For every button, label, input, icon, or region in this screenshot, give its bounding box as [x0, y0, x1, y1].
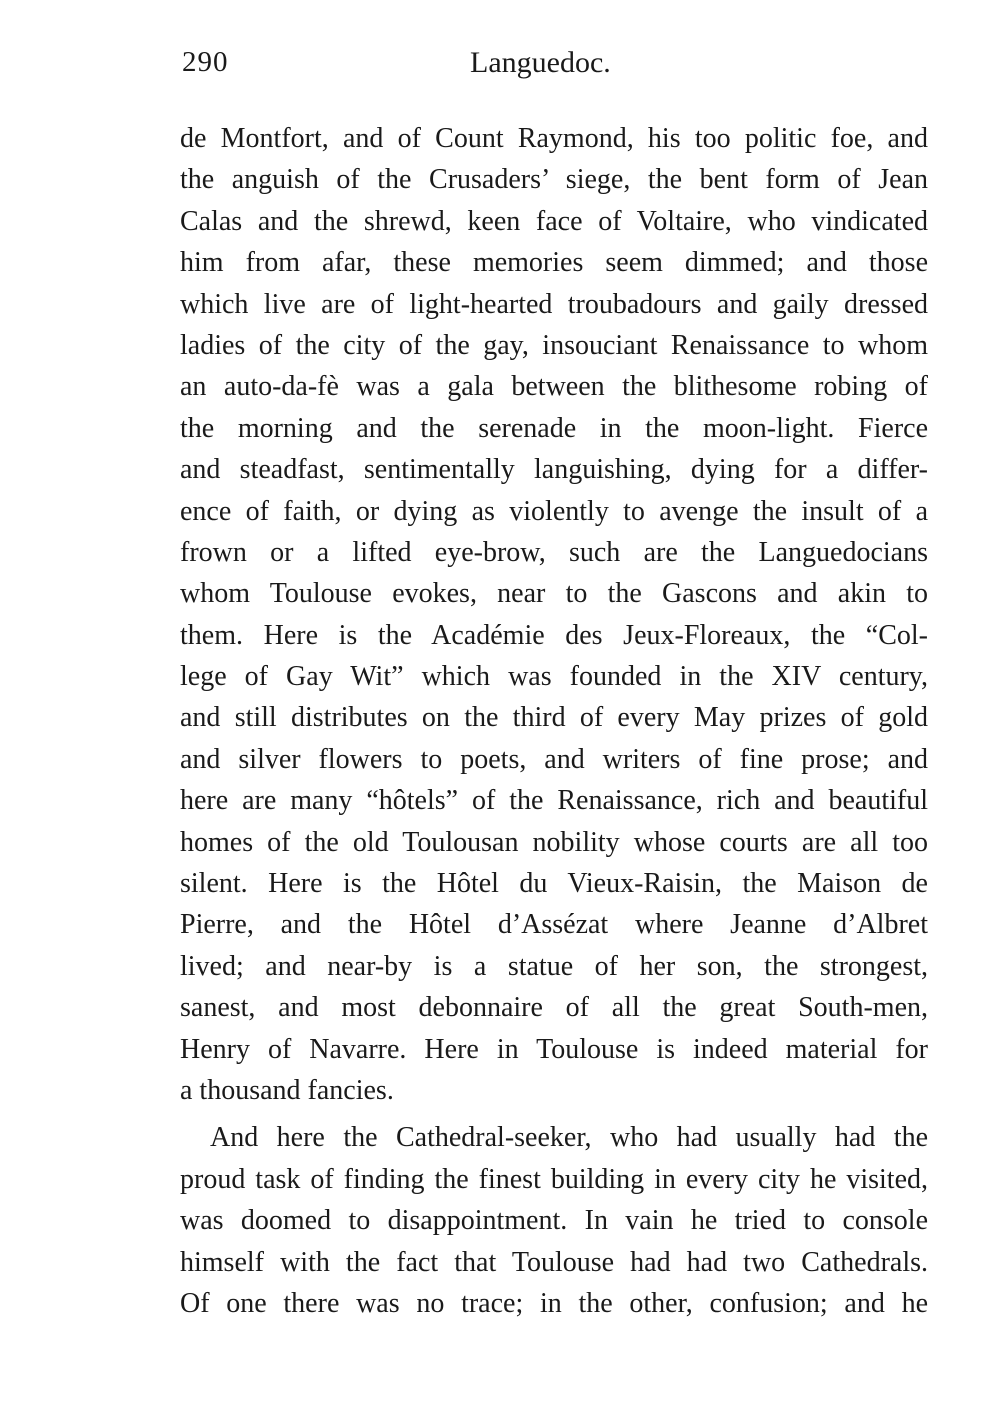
body-text: [180, 118, 928, 1324]
text-line: And here the Cathedral-seeker, who had usually had the: [210, 1122, 928, 1154]
text-line: and still distributes on the third of every May prizes of gold: [180, 702, 928, 734]
running-title: Languedoc.: [470, 46, 611, 79]
text-line: a thousand fancies.: [180, 1074, 394, 1106]
page-number: 290: [182, 46, 229, 78]
text-line: whom Toulouse evokes, near to the Gascons and akin to: [180, 578, 928, 610]
text-line: silent. Here is the Hôtel du Vieux-Raisin, the Maison de: [180, 868, 928, 900]
text-line: ladies of the city of the gay, insouciant Renaissance to whom: [180, 329, 928, 361]
text-line: was doomed to disappointment. In vain he tried to console: [180, 1205, 928, 1237]
text-line: homes of the old Toulousan nobility whose courts are all too: [180, 826, 928, 858]
text-line: here are many “hôtels” of the Renaissance, rich and beautiful: [180, 785, 928, 817]
running-head: [0, 46, 1000, 90]
paragraph-2: [180, 1117, 928, 1324]
text-line: lived; and near-by is a statue of her son, the strongest,: [180, 950, 928, 982]
text-line: frown or a lifted eye-brow, such are the Languedocians: [180, 536, 928, 568]
paragraph-1: [180, 118, 928, 1111]
text-line: sanest, and most debonnaire of all the great South-men,: [180, 992, 928, 1024]
text-line: the morning and the serenade in the moon-light. Fierce: [180, 412, 928, 444]
text-line: Henry of Navarre. Here in Toulouse is indeed material for: [180, 1033, 928, 1065]
text-line: ence of faith, or dying as violently to avenge the insult of a: [180, 495, 928, 527]
text-line: him from afar, these memories seem dimmed; and those: [180, 247, 928, 279]
text-line: himself with the fact that Toulouse had had two Cathedrals.: [180, 1246, 928, 1278]
text-line: Calas and the shrewd, keen face of Voltaire, who vindicated: [180, 205, 928, 237]
text-line: de Montfort, and of Count Raymond, his too politic foe, and: [180, 123, 928, 154]
text-line: lege of Gay Wit” which was founded in the XIV century,: [180, 661, 928, 693]
text-line: the anguish of the Crusaders’ siege, the bent form of Jean: [180, 164, 928, 196]
text-line: proud task of finding the finest building in every city he visited,: [180, 1163, 928, 1195]
text-line: them. Here is the Académie des Jeux-Floreaux, the “Col-: [180, 619, 928, 651]
text-line: Pierre, and the Hôtel d’Assézat where Jeanne d’Albret: [180, 909, 928, 941]
text-line: Of one there was no trace; in the other, confusion; and he: [180, 1287, 928, 1319]
text-line: and silver flowers to poets, and writers of fine prose; and: [180, 743, 928, 775]
text-line: which live are of light-hearted troubadours and gaily dressed: [180, 288, 928, 320]
text-line: and steadfast, sentimentally languishing, dying for a differ-: [180, 454, 928, 486]
text-line: an auto-da-fè was a gala between the blithesome robing of: [180, 371, 928, 403]
